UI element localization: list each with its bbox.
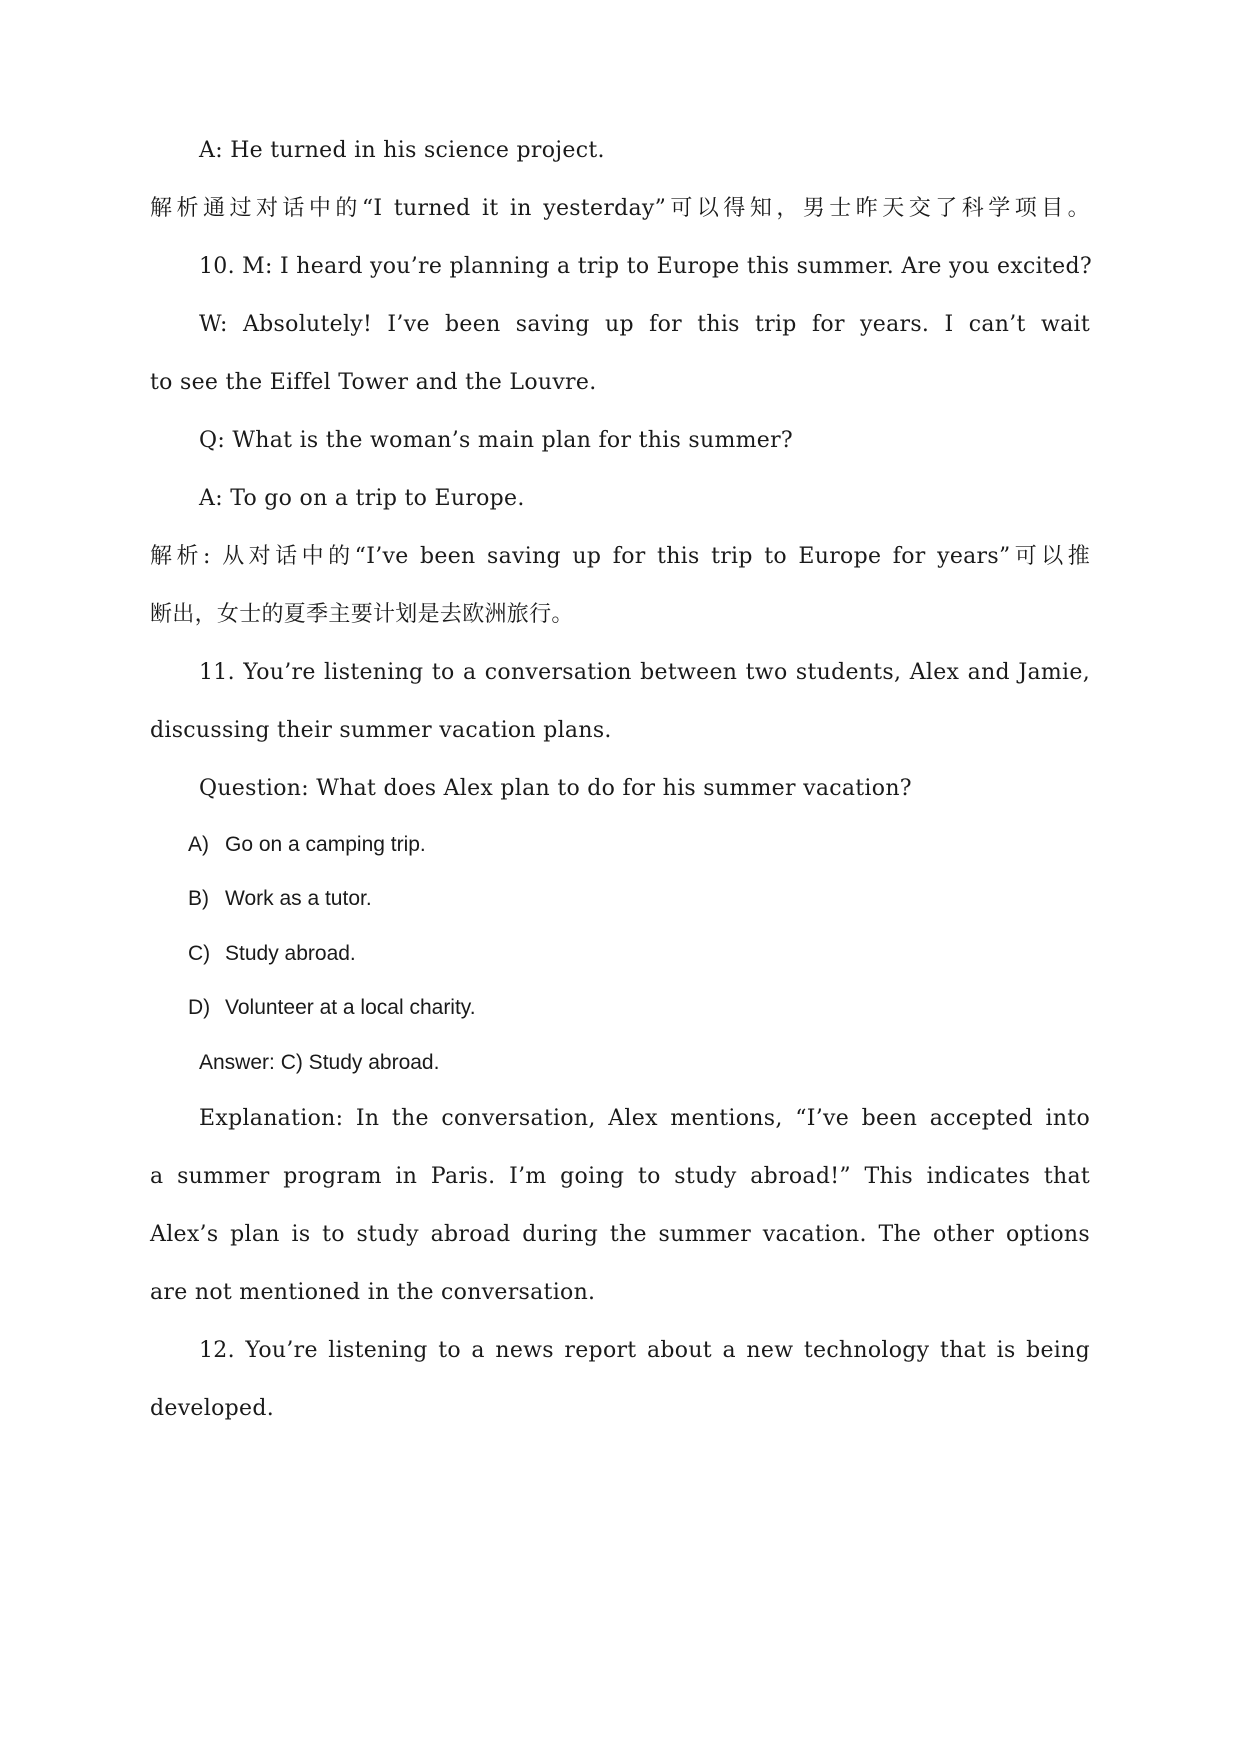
explanation-line-3: Alex’s plan is to study abroad during the summer vacation. The other options [150, 1222, 1090, 1247]
option-letter: D) [188, 996, 211, 1019]
option-letter: A) [188, 833, 209, 856]
analysis-line-9: 解析通过对话中的“I turned it in yesterday”可以得知，男士昨天交了科学项目。 [150, 196, 1090, 221]
option-letter: B) [188, 887, 209, 910]
option-text: Study abroad. [225, 942, 356, 965]
explanation-line-1: Explanation: In the conversation, Alex mentions, “I’ve been accepted into [199, 1106, 1090, 1131]
question-11-prompt: Question: What does Alex plan to do for his summer vacation? [199, 776, 912, 801]
question-10-woman-line-1: W: Absolutely! I’ve been saving up for this trip for years. I can’t wait [199, 312, 1090, 337]
question-10-man-line: 10. M: I heard you’re planning a trip to Europe this summer. Are you excited? [199, 254, 1092, 279]
question-10-answer-line: A: To go on a trip to Europe. [199, 486, 525, 511]
question-11-line-1: 11. You’re listening to a conversation between two students, Alex and Jamie, [199, 660, 1090, 685]
question-10-q-line: Q: What is the woman’s main plan for this summer? [199, 428, 794, 453]
option-text: Volunteer at a local charity. [225, 996, 476, 1019]
question-11-answer: Answer: C) Study abroad. [199, 1051, 440, 1074]
explanation-line-2: a summer program in Paris. I’m going to study abroad!” This indicates that [150, 1164, 1090, 1189]
question-10-woman-line-2: to see the Eiffel Tower and the Louvre. [150, 370, 597, 395]
option-letter: C) [188, 942, 211, 965]
analysis-10-line-2: 断出，女士的夏季主要计划是去欧洲旅行。 [150, 602, 574, 627]
question-12-line-1: 12. You’re listening to a news report about a new technology that is being [199, 1338, 1090, 1363]
explanation-line-4: are not mentioned in the conversation. [150, 1280, 596, 1305]
option-text: Go on a camping trip. [225, 833, 426, 856]
question-11-line-2: discussing their summer vacation plans. [150, 718, 612, 743]
answer-line-9: A: He turned in his science project. [199, 138, 605, 163]
option-text: Work as a tutor. [225, 887, 372, 910]
analysis-10-line-1: 解析: 从对话中的“I’ve been saving up for this trip to Europe for years”可以推 [150, 544, 1090, 569]
question-12-line-2: developed. [150, 1396, 275, 1421]
